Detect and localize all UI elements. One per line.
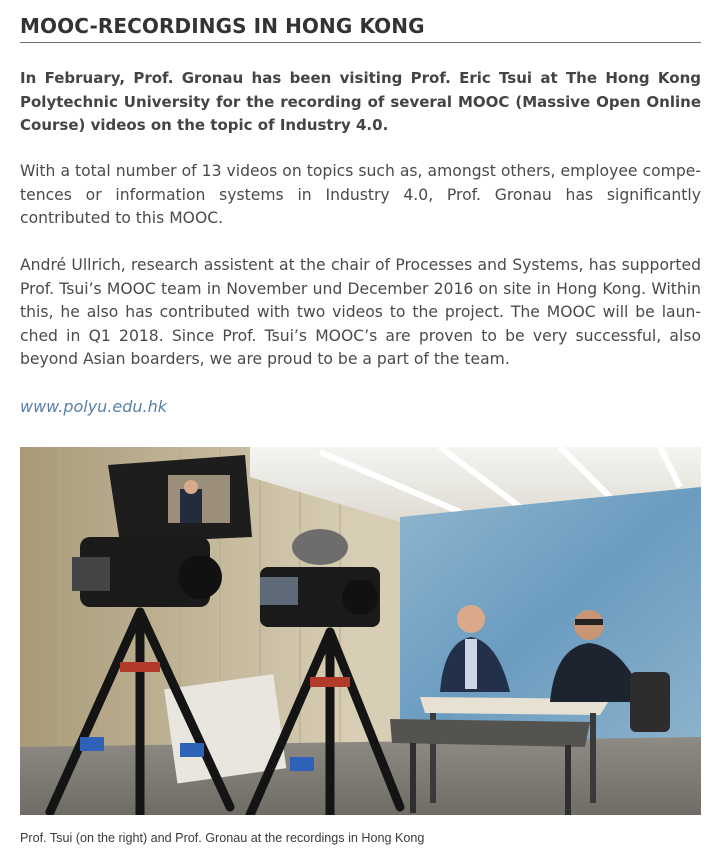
photo-caption: Prof. Tsui (on the right) and Prof. Gronau at the recordings in Hong Kong xyxy=(20,831,425,845)
paragraph-videos: With a total number of 13 videos on topics such as, amongst others, employee competences or information systems in Industry 4.0, Prof. Gronau has significantly contributed to this MOOC. xyxy=(20,162,701,227)
article-title: MOOC-RECORDINGS IN HONG KONG xyxy=(20,14,701,43)
recording-studio-photo xyxy=(20,447,701,815)
paragraph-support: André Ullrich, research assistent at the chair of Processes and Systems, has supported Prof. Tsui’s MOOC team in November und December 2016 on site in Hong Kong. Within this, he also has contributed with two videos to the project. The MOOC will be launched in Q1 2018. Since Prof. Tsui’s MOOC’s are proven to be very successful, also beyond Asian boarders, we are proud to be a part of the team. xyxy=(20,256,701,368)
lead-paragraph: In February, Prof. Gronau has been visiting Prof. Eric Tsui at The Hong Kong Polytechnic University for the recording of several MOOC (Massive Open Online Course) videos on the topic of Industry 4.0. xyxy=(20,69,701,134)
website-link[interactable]: www.polyu.edu.hk xyxy=(20,397,168,416)
